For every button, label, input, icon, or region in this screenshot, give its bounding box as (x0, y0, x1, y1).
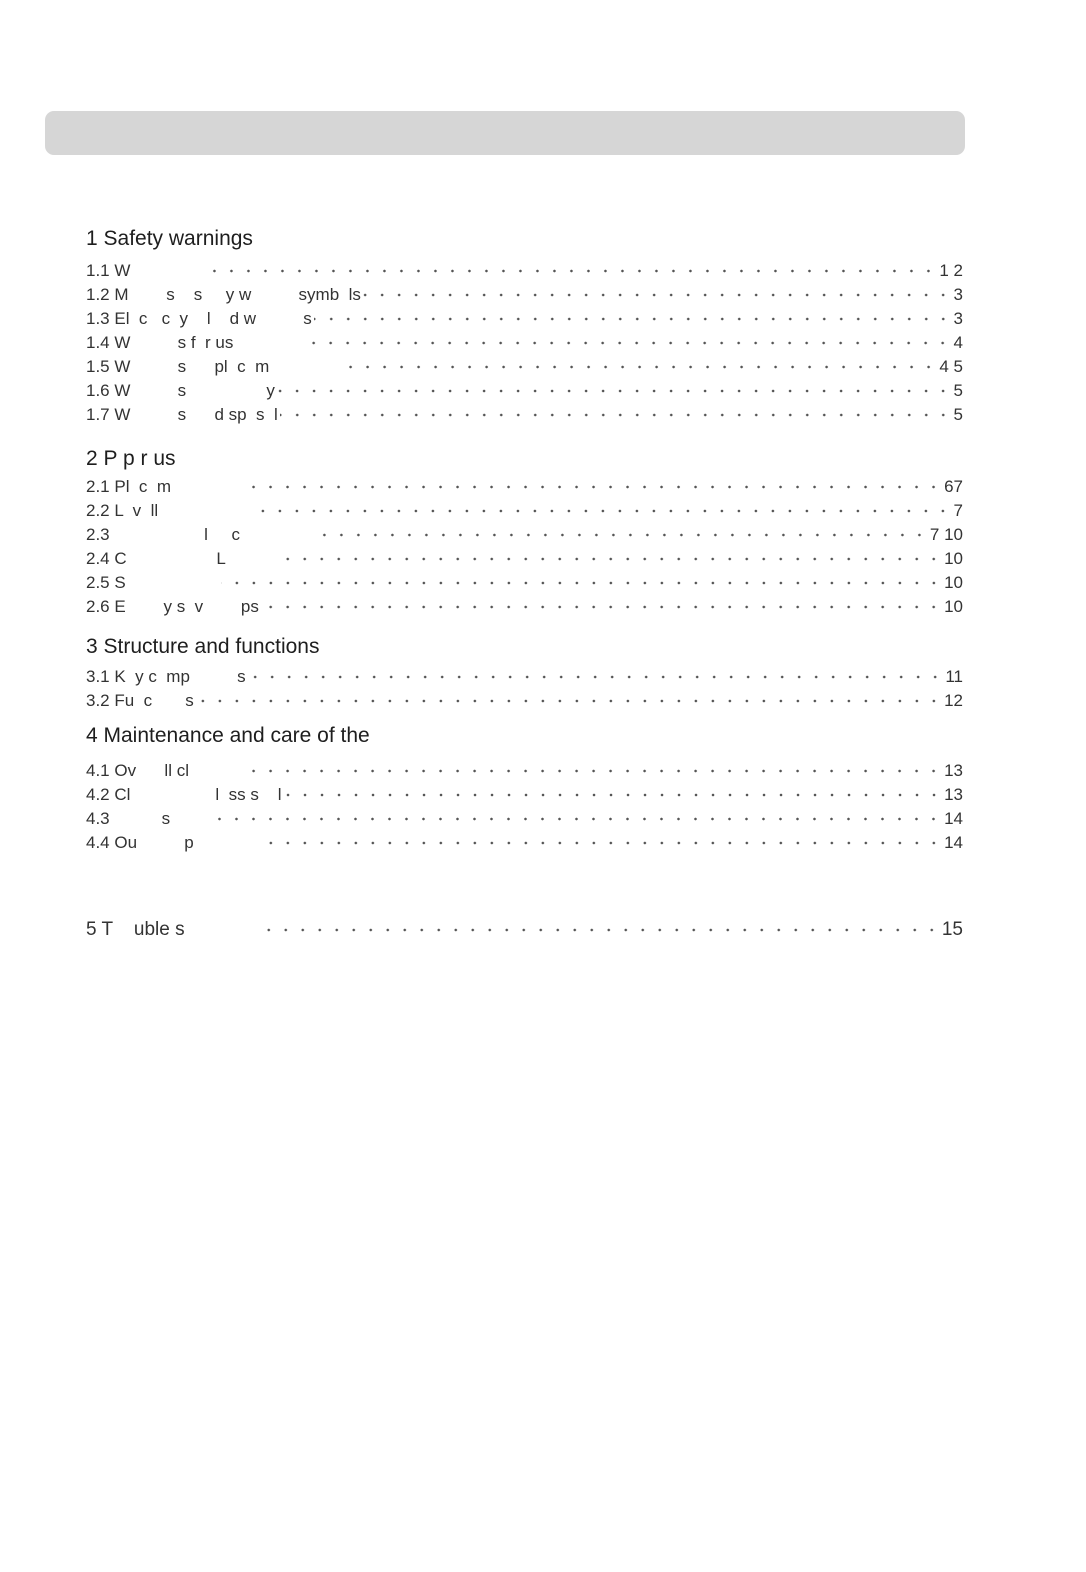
toc-entry-page: 10 (944, 549, 963, 568)
toc-entry[interactable] (86, 571, 963, 595)
toc-entry[interactable] (86, 307, 963, 331)
toc-entry-page: 3 (953, 285, 963, 304)
toc-entry-label: 4.4 Ou p (86, 833, 194, 852)
toc-entry-label: 5 T uble s (86, 919, 185, 940)
toc-entry[interactable] (86, 283, 963, 307)
toc-entry[interactable] (86, 689, 963, 713)
toc-entry[interactable] (86, 523, 963, 547)
dot-leader (261, 595, 942, 619)
toc-entry[interactable] (86, 259, 963, 283)
toc-entry-page: 7 (953, 501, 963, 520)
toc-entry-page: 67 (944, 477, 963, 496)
header-bar (45, 111, 965, 155)
dot-leader (280, 403, 952, 427)
toc-entry[interactable] (86, 355, 963, 379)
toc-entry-label: 1.5 W s pl c m (86, 357, 270, 376)
toc-entry-label: 2.2 L v ll (86, 501, 159, 520)
toc-entry[interactable] (86, 403, 963, 427)
toc-entry-page: 11 (945, 667, 963, 686)
section-heading: 2 P p r us (86, 447, 176, 470)
section-heading: 4 Maintenance and care of the (86, 724, 370, 747)
toc-entry[interactable] (86, 379, 963, 403)
toc-entry-label: 1.3 El c c y l d w s (86, 309, 312, 328)
dot-leader (241, 475, 942, 499)
toc-entry-page: 1 2 (939, 261, 963, 280)
dot-leader (339, 355, 937, 379)
dot-leader (200, 259, 937, 283)
dot-leader (258, 499, 951, 523)
dot-leader (314, 307, 952, 331)
dot-leader (276, 547, 942, 571)
toc-entry-page: 13 (944, 761, 963, 780)
toc-entry-label: 1.1 W (86, 261, 131, 280)
toc-entry-page: 10 (944, 573, 963, 592)
section-heading: 3 Structure and functions (86, 635, 320, 658)
toc-entry-label: 4.3 s (86, 809, 171, 828)
dot-leader (196, 689, 942, 713)
toc-entry-page: 5 (953, 405, 963, 424)
toc-entry[interactable] (86, 499, 963, 523)
toc-entry-label: 1.6 W s y (86, 381, 275, 400)
dot-leader (248, 665, 944, 689)
toc-entry-label: 2.3 l c (86, 525, 240, 544)
toc-entry-label: 2.4 C L (86, 549, 226, 568)
toc-entry[interactable] (86, 475, 963, 499)
toc-entry-page: 4 5 (939, 357, 963, 376)
toc-entry-label: 2.6 E y s v ps (86, 597, 259, 616)
toc-entry-label: 2.1 Pl c m (86, 477, 172, 496)
toc-entry-label: 1.4 W s f r us (86, 333, 234, 352)
toc-entry[interactable] (86, 918, 963, 942)
dot-leader (310, 523, 928, 547)
toc-entry-label: 1.7 W s d sp s l (86, 405, 278, 424)
toc-entry-page: 7 10 (929, 525, 963, 544)
dot-leader (277, 379, 952, 403)
toc-entry-page: 13 (944, 785, 963, 804)
toc-entry[interactable] (86, 759, 963, 783)
toc-entry-label: 4.1 Ov ll cl (86, 761, 189, 780)
dot-leader (265, 918, 940, 942)
toc-entry[interactable] (86, 783, 963, 807)
dot-leader (210, 807, 942, 831)
toc-entry-label: 3.1 K y c mp s (86, 667, 246, 686)
toc-entry-label: 4.2 Cl l ss s l (86, 785, 282, 804)
toc-entry[interactable] (86, 665, 963, 689)
toc-entry-label: 2.5 S (86, 573, 126, 592)
toc-entry-page: 14 (944, 833, 963, 852)
toc-entry[interactable] (86, 331, 963, 355)
section-heading: 1 Safety warnings (86, 227, 253, 250)
toc-entry-page: 5 (953, 381, 963, 400)
dot-leader (284, 783, 943, 807)
dot-leader (303, 331, 951, 355)
toc-entry[interactable] (86, 831, 963, 855)
dot-leader (264, 831, 942, 855)
toc-entry-page: 14 (944, 809, 963, 828)
toc-entry-page: 10 (944, 597, 963, 616)
toc-entry-label: 3.2 Fu c s (86, 691, 194, 710)
toc-entry-page: 15 (941, 919, 963, 940)
dot-leader (249, 759, 942, 783)
toc-entry-page: 3 (953, 309, 963, 328)
toc-entry-label: 1.2 M s s y w symb ls (86, 285, 361, 304)
toc-entry-page: 12 (944, 691, 963, 710)
toc-entry[interactable] (86, 595, 963, 619)
toc-entry[interactable] (86, 807, 963, 831)
toc-entry-page: 4 (953, 333, 963, 352)
dot-leader (221, 571, 942, 595)
dot-leader (363, 283, 952, 307)
toc-entry[interactable] (86, 547, 963, 571)
